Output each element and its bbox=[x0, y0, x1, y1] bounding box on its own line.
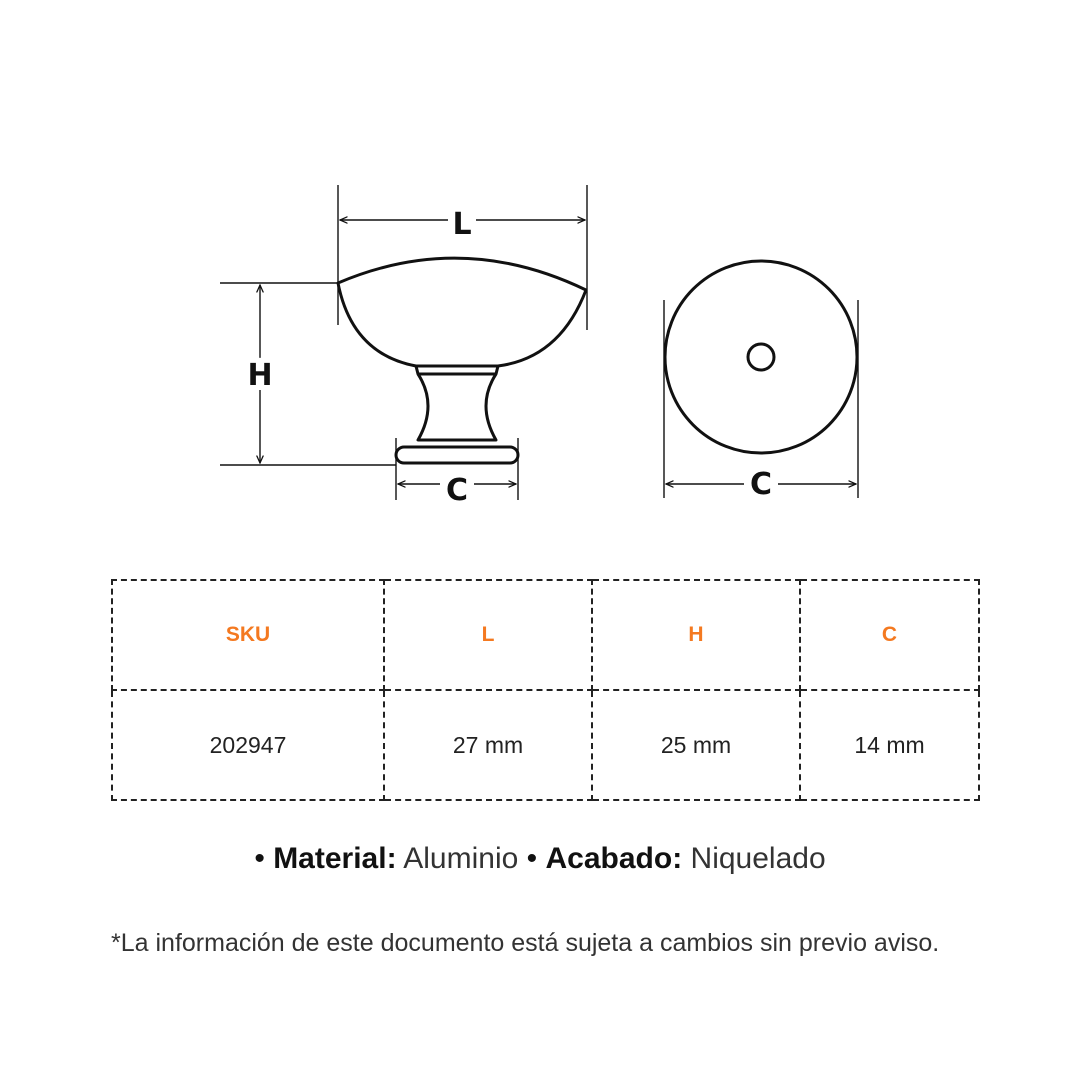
header-h: H bbox=[592, 580, 800, 690]
knob-neck bbox=[418, 374, 496, 440]
knob-collar bbox=[416, 366, 498, 374]
material-label: Material: bbox=[273, 842, 397, 875]
table-row bbox=[112, 690, 979, 800]
label-h: H bbox=[247, 358, 273, 393]
label-c-side: C bbox=[445, 473, 469, 508]
header-sku: SKU bbox=[112, 580, 384, 690]
finish-label: Acabado: bbox=[545, 842, 683, 875]
cell-c: 14 mm bbox=[800, 690, 979, 800]
cell-l: 27 mm bbox=[384, 690, 592, 800]
knob-front-center-hole bbox=[748, 344, 774, 370]
label-c-front: C bbox=[749, 467, 773, 502]
material-value: Aluminio bbox=[403, 842, 519, 875]
side-view-knob bbox=[338, 258, 586, 463]
finish-value: Niquelado bbox=[690, 842, 826, 875]
table-header-row bbox=[112, 580, 979, 690]
knob-base-plate bbox=[396, 447, 518, 463]
cell-h: 25 mm bbox=[592, 690, 800, 800]
cell-sku: 202947 bbox=[112, 690, 384, 800]
front-view-knob bbox=[665, 261, 857, 453]
knob-front-outline bbox=[665, 261, 857, 453]
knob-head-outline bbox=[338, 258, 586, 366]
header-c: C bbox=[800, 580, 979, 690]
disclaimer-text: *La información de este documento está sujeta a cambios sin previo aviso. bbox=[111, 929, 940, 957]
product-properties: • Material: Aluminio • Acabado: Niquelado bbox=[254, 842, 826, 875]
header-l: L bbox=[384, 580, 592, 690]
label-l: L bbox=[452, 207, 472, 242]
dimensions-table bbox=[111, 579, 980, 801]
